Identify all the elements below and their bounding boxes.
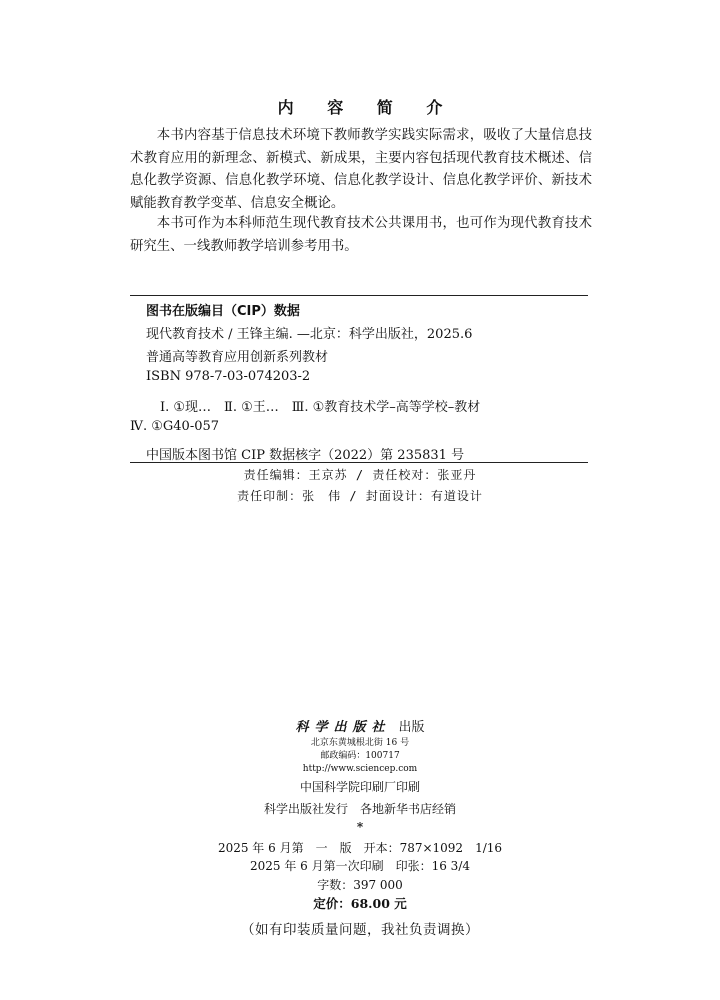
publisher-suffix: 出版 xyxy=(398,720,425,735)
publisher-address: 北京东黄城根北街 16 号 xyxy=(310,738,410,748)
cip-title-line: 现代教育技术 / 王锋主编. —北京：科学出版社，2025.6 xyxy=(146,327,473,342)
publisher-logo: 科学出版社 xyxy=(295,720,391,735)
cip-isbn-line: ISBN 978-7-03-074203-2 xyxy=(146,369,311,384)
cip-top-rule xyxy=(130,295,588,296)
cip-series-line: 普通高等教育应用创新系列教材 xyxy=(146,350,329,365)
summary-paragraph-1-text: 本书内容基于信息技术环境下教师教学实践实际需求，吸收了大量信息技术教育应用的新理念、新模式、新成果，主要内容包括现代教育技术概述、信息化教学资源、信息化教学环境、信息化教学设计、信息化教学评价、新技术赋能教育教学变革、信息安全概论。 xyxy=(130,128,592,211)
word-count: 字数：397 000 xyxy=(317,878,403,892)
editors-line-2: 责任印制：张 伟 / 封面设计：有道设计 xyxy=(237,489,483,503)
publisher-website: http://www.sciencep.com xyxy=(302,764,418,774)
cip-subject-line: Ⅰ. ①现… Ⅱ. ①王… Ⅲ. ①教育技术学–高等学校–教材 xyxy=(160,400,481,415)
cip-heading: 图书在版编目（CIP）数据 xyxy=(146,304,300,319)
edition-line: 2025 年 6 月第 一 版 开本：787×1092 1/16 xyxy=(217,841,503,855)
content-summary-title: 内 容 简 介 xyxy=(277,98,457,117)
summary-paragraph-2 xyxy=(130,213,592,258)
distributor-line: 科学出版社发行 各地新华书店经销 xyxy=(263,802,456,816)
publisher-line xyxy=(0,716,720,735)
price: 定价：68.00 元 xyxy=(313,896,407,911)
summary-paragraph-1 xyxy=(130,125,592,215)
cip-bottom-rule xyxy=(130,462,588,463)
printing-line: 2025 年 6 月第一次印刷 印张：16 3/4 xyxy=(249,859,470,873)
separator-star: * xyxy=(356,820,364,834)
quality-notice: （如有印装质量问题，我社负责调换） xyxy=(241,922,479,938)
publisher-postcode: 邮政编码：100717 xyxy=(320,751,400,761)
cip-record-line: 中国版本图书馆 CIP 数据核字（2022）第 235831 号 xyxy=(146,448,465,463)
summary-paragraph-2-text: 本书可作为本科师范生现代教育技术公共课用书，也可作为现代教育技术研究生、一线教师教学培训参考用书。 xyxy=(130,216,592,254)
editors-line-1: 责任编辑：王京苏 / 责任校对：张亚丹 xyxy=(243,468,477,482)
cip-classification-line: Ⅳ. ①G40-057 xyxy=(130,419,220,434)
printer-line: 中国科学院印刷厂印刷 xyxy=(299,780,420,794)
